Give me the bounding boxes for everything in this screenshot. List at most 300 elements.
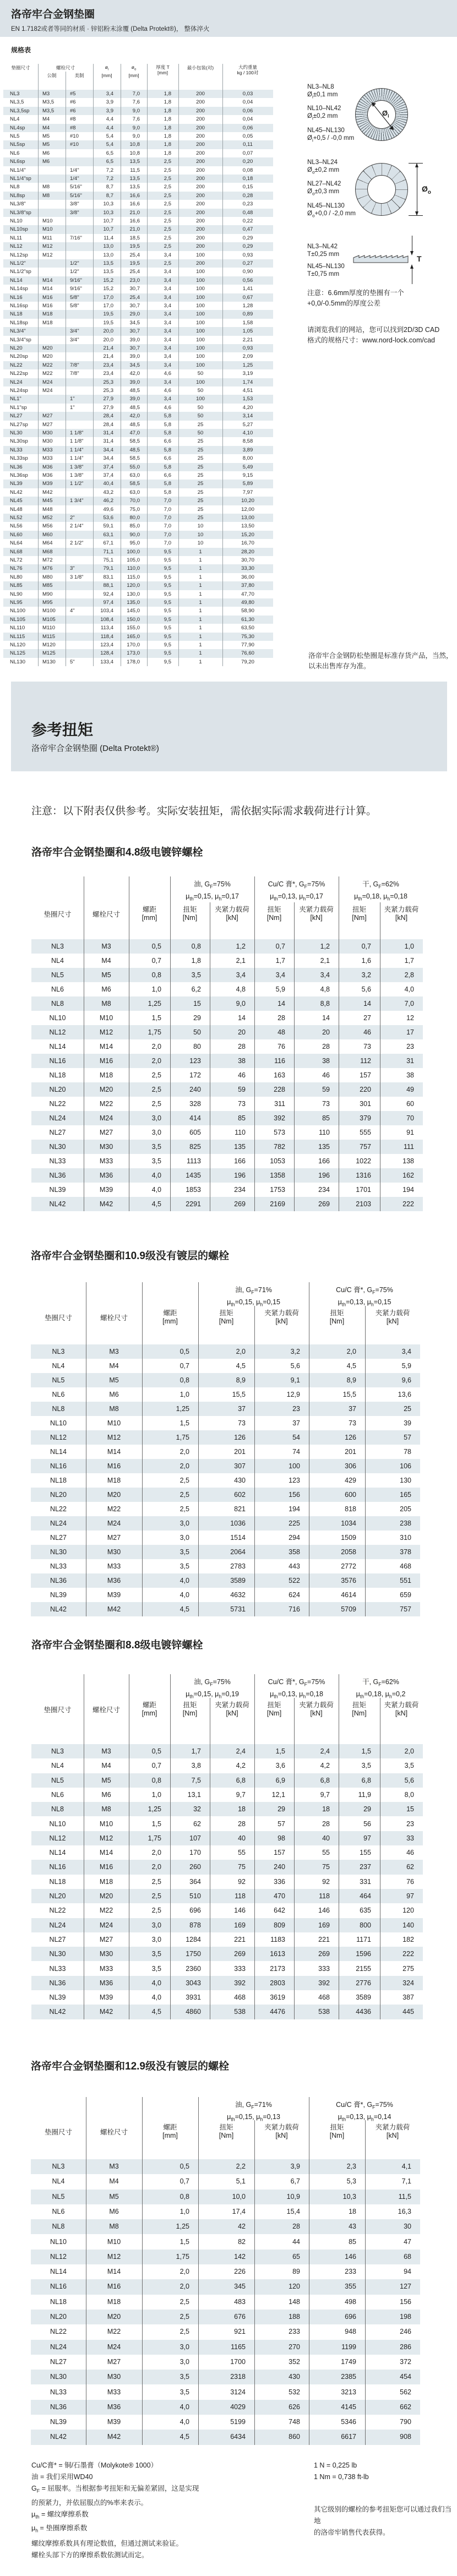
cell: 331 bbox=[360, 1877, 371, 1886]
cell: 80,0 bbox=[129, 515, 140, 521]
cell: #8 bbox=[70, 124, 76, 131]
cell: 454 bbox=[400, 2373, 411, 2381]
table-row bbox=[3, 454, 273, 462]
cell: 67,1 bbox=[103, 540, 113, 547]
cell: 27,9 bbox=[103, 396, 113, 402]
table-row bbox=[31, 1416, 420, 1430]
cell: 4,51 bbox=[242, 388, 253, 394]
cell: 821 bbox=[234, 1505, 246, 1513]
cell: 4,8 bbox=[320, 985, 330, 993]
cell: M130 bbox=[42, 658, 56, 665]
cell: 30,70 bbox=[241, 557, 254, 563]
cell: 226 bbox=[234, 2268, 246, 2276]
cell: 100,0 bbox=[127, 548, 140, 555]
cell: NL18 bbox=[49, 1071, 66, 1079]
cell: 23 bbox=[406, 1043, 414, 1050]
cell: 3,4 bbox=[164, 286, 171, 292]
cell: 28 bbox=[278, 1014, 285, 1022]
cell: 3/8" bbox=[70, 201, 79, 208]
cell: 13,5 bbox=[129, 159, 140, 165]
cell: 76 bbox=[406, 1877, 414, 1886]
cell: 205 bbox=[400, 1505, 411, 1513]
column-divider bbox=[365, 1306, 366, 1616]
cell: NL42 bbox=[49, 2008, 66, 2016]
cell: 196 bbox=[234, 1172, 246, 1179]
cell: 57 bbox=[278, 1820, 285, 1828]
cell: M4 bbox=[101, 957, 111, 965]
cell bbox=[66, 624, 93, 632]
cell: M10 bbox=[42, 218, 53, 224]
cell: NL27 bbox=[50, 1534, 67, 1542]
cell: 48 bbox=[278, 1028, 285, 1036]
cell: 2,5 bbox=[164, 226, 171, 233]
cell: 11,9 bbox=[358, 1790, 371, 1799]
cell: 0,29 bbox=[242, 243, 253, 250]
cell: 110 bbox=[319, 1129, 330, 1136]
cell: 605 bbox=[189, 1129, 201, 1136]
cell: 28 bbox=[322, 1820, 330, 1828]
cell: 2,5 bbox=[164, 243, 171, 250]
table-row bbox=[3, 649, 273, 657]
cell: 10,8 bbox=[129, 141, 140, 148]
cell: M60 bbox=[42, 531, 53, 538]
cell: 1,8 bbox=[164, 133, 171, 139]
cell: 123,4 bbox=[100, 642, 113, 648]
cell: NL105 bbox=[10, 616, 25, 623]
column-header-pitch: 螺距 [mm] bbox=[142, 1701, 157, 1717]
cell: 165,0 bbox=[127, 633, 140, 640]
cell: NL45 bbox=[10, 498, 23, 504]
cell: 4476 bbox=[270, 2008, 285, 2016]
table-row bbox=[3, 140, 273, 149]
cell: 62 bbox=[406, 1863, 414, 1871]
cell: 25 bbox=[197, 464, 204, 470]
cell: 65 bbox=[292, 2252, 300, 2261]
cell: 30,7 bbox=[129, 328, 140, 335]
cell: 372 bbox=[400, 2357, 411, 2366]
cell: NL90 bbox=[10, 591, 23, 597]
cell: NL72 bbox=[10, 557, 23, 563]
cell: 3619 bbox=[270, 1994, 285, 2002]
table-row bbox=[31, 1932, 423, 1947]
cell: NL115 bbox=[10, 633, 25, 640]
cell: NL60 bbox=[10, 531, 23, 538]
cell: 53,6 bbox=[103, 515, 113, 521]
cell: 115,0 bbox=[127, 574, 140, 580]
cell: 58,5 bbox=[129, 455, 140, 462]
cell: 108,4 bbox=[100, 616, 113, 623]
cell: NL14 bbox=[49, 1849, 66, 1857]
tolerance-range: NL3–NL42 bbox=[307, 243, 338, 250]
group-header-line1: 油, $G_F=75\%$ bbox=[194, 880, 231, 890]
cell: NL22 bbox=[10, 362, 23, 368]
table-row bbox=[3, 471, 273, 480]
cell: 3,2 bbox=[361, 971, 371, 979]
cell: 2,0 bbox=[151, 1863, 161, 1871]
table-row bbox=[31, 1140, 423, 1154]
cell: NL18 bbox=[49, 1877, 66, 1886]
cell: 1,2 bbox=[236, 943, 246, 950]
cell: 1,5 bbox=[179, 2237, 189, 2246]
lubrication-group-header bbox=[309, 2100, 420, 2124]
cell: 77,90 bbox=[241, 642, 254, 648]
cell: 3,4 bbox=[164, 336, 171, 343]
cell: 25 bbox=[197, 481, 204, 487]
cell: NL8 bbox=[10, 184, 20, 190]
cell: 2,5 bbox=[179, 2313, 189, 2321]
footnote-friction-note bbox=[31, 2538, 183, 2561]
cell: M18 bbox=[107, 2297, 121, 2306]
cell: M6 bbox=[109, 1391, 119, 1398]
cell: 49,6 bbox=[103, 506, 113, 513]
cell: 1183 bbox=[270, 1935, 285, 1943]
cell: M22 bbox=[107, 2328, 121, 2336]
cell: 90,0 bbox=[129, 531, 140, 538]
cell: 56 bbox=[363, 1820, 371, 1828]
cell bbox=[66, 242, 93, 250]
cell: 83,1 bbox=[103, 574, 113, 580]
cell: 3,0 bbox=[179, 2343, 189, 2351]
cell: M18 bbox=[99, 1071, 113, 1079]
cell: 2360 bbox=[186, 1964, 201, 1973]
cell: 10,7 bbox=[103, 218, 113, 224]
cell: M30 bbox=[107, 2373, 121, 2381]
cell: M16 bbox=[107, 2283, 121, 2291]
torque-table bbox=[31, 1248, 420, 1619]
column-header-clamp: 夹紧力载荷 [kN] bbox=[264, 1309, 299, 1325]
cell: 2,5 bbox=[151, 1100, 161, 1108]
cell: 635 bbox=[360, 1907, 371, 1915]
cell: 6,5 bbox=[106, 150, 113, 156]
torque-section-band bbox=[11, 682, 447, 771]
table-row bbox=[3, 514, 273, 522]
cell: M36 bbox=[107, 1577, 121, 1584]
cell: 28,20 bbox=[241, 548, 254, 555]
cell: 3,9 bbox=[106, 107, 113, 114]
cell: 662 bbox=[400, 2403, 411, 2411]
cell: M30 bbox=[107, 1548, 121, 1556]
cell: 5,4 bbox=[106, 141, 113, 148]
cell: NL4 bbox=[51, 1762, 64, 1770]
cell: #6 bbox=[70, 99, 76, 106]
cell: 39,0 bbox=[129, 336, 140, 343]
cell: 15,2 bbox=[103, 277, 113, 284]
tolerance-item bbox=[307, 243, 345, 258]
cell: M120 bbox=[42, 642, 56, 648]
cell: 13,6 bbox=[398, 1391, 411, 1398]
cell bbox=[38, 336, 66, 344]
cell bbox=[38, 404, 66, 412]
cell: 37,80 bbox=[241, 582, 254, 589]
cell: NL27 bbox=[49, 1935, 66, 1943]
cell: 85 bbox=[322, 1114, 330, 1122]
cell: 3213 bbox=[341, 2388, 356, 2396]
table-row bbox=[3, 497, 273, 505]
cell: NL18sp bbox=[10, 319, 28, 326]
group-header-line1: Cu/C 膏*, $G_F=75\%$ bbox=[268, 880, 325, 890]
cell: 0,27 bbox=[242, 260, 253, 266]
cell bbox=[38, 395, 66, 403]
cell: 127 bbox=[400, 2283, 411, 2291]
cell: M42 bbox=[42, 489, 53, 495]
cell bbox=[66, 225, 93, 233]
column-header-clamp: 夹紧力载荷 [kN] bbox=[264, 2123, 299, 2139]
cell: M27 bbox=[99, 1935, 113, 1943]
cell: M10 bbox=[107, 1419, 121, 1427]
lubrication-group-header bbox=[170, 1678, 254, 1701]
cell: 0,08 bbox=[242, 167, 253, 173]
cell: NL20sp bbox=[10, 353, 28, 360]
cell: 387 bbox=[402, 1994, 414, 2002]
cell: 79,20 bbox=[241, 658, 254, 665]
cell: 6,8 bbox=[361, 1776, 371, 1784]
cell: 2,0 bbox=[236, 1348, 246, 1355]
tolerance-item bbox=[307, 263, 345, 278]
table-row bbox=[3, 302, 273, 310]
cell: 148 bbox=[289, 2297, 300, 2306]
cell: 94 bbox=[404, 2268, 411, 2276]
cell: 2,5 bbox=[164, 176, 171, 182]
cell: 1" bbox=[70, 404, 75, 411]
tolerance-value: T±0,75 mm bbox=[307, 271, 340, 277]
cell: NL16sp bbox=[10, 303, 28, 309]
cell: M6 bbox=[101, 1790, 111, 1799]
cell: M5 bbox=[101, 971, 111, 979]
cell: M4 bbox=[42, 124, 50, 131]
table-row bbox=[3, 166, 273, 175]
cell: 14 bbox=[322, 1014, 330, 1022]
cell: NL22 bbox=[50, 1505, 67, 1513]
cell: NL3/8" bbox=[10, 201, 26, 208]
table-row bbox=[3, 488, 273, 497]
tolerance-item bbox=[307, 105, 354, 122]
cell: 49 bbox=[406, 1086, 414, 1093]
cell: 3,4 bbox=[164, 277, 171, 284]
cell: 17 bbox=[406, 1028, 414, 1036]
outer-diameter-label: $Ø_o$ bbox=[422, 184, 431, 195]
column-header-torque: 扭矩 [Nm] bbox=[329, 2123, 345, 2139]
cell: 3,0 bbox=[151, 1129, 161, 1136]
cell: 948 bbox=[345, 2328, 356, 2336]
table-row bbox=[31, 996, 423, 1011]
cell: 170,0 bbox=[127, 642, 140, 648]
cell: 3576 bbox=[341, 1577, 356, 1584]
cell: 95,0 bbox=[129, 540, 140, 547]
cell: NL12 bbox=[49, 1028, 66, 1036]
cell: 47,70 bbox=[241, 591, 254, 597]
cell: 3,8 bbox=[191, 1762, 201, 1770]
cell: 14 bbox=[278, 1000, 285, 1007]
cell: 21,0 bbox=[129, 209, 140, 216]
cell: NL27sp bbox=[10, 421, 28, 428]
note-line: 格式的规格尺寸：www.nord-lock.com/cad bbox=[307, 336, 435, 344]
cell: 37 bbox=[238, 1405, 246, 1413]
cell: 10,0 bbox=[232, 2192, 246, 2201]
cell: 3,5 bbox=[404, 1762, 414, 1770]
table-row bbox=[3, 531, 273, 539]
group-header-line2: $\mu_{th}=0,15$, $\mu_h=0,19$ bbox=[186, 1690, 239, 1699]
table-row bbox=[3, 175, 273, 183]
cell: 5" bbox=[70, 658, 75, 665]
table-row bbox=[31, 1183, 423, 1197]
dimension-tick bbox=[409, 215, 423, 216]
cell: 1034 bbox=[341, 1520, 356, 1527]
cell: 4,0 bbox=[179, 1577, 189, 1584]
cell: 1596 bbox=[356, 1950, 371, 1958]
cell: NL24 bbox=[49, 1921, 66, 1929]
cell: 42,0 bbox=[129, 413, 140, 420]
cell: 757 bbox=[360, 1143, 371, 1151]
column-header-torque: 扭矩 [Nm] bbox=[352, 906, 367, 922]
cell: 3,5 bbox=[151, 1143, 161, 1151]
cell: 222 bbox=[402, 1950, 414, 1958]
cell: 2,5 bbox=[164, 159, 171, 165]
cell: M24 bbox=[99, 1921, 113, 1929]
cell: 1,75 bbox=[176, 2252, 189, 2261]
cell: 555 bbox=[360, 1129, 371, 1136]
cell: M18 bbox=[42, 319, 53, 326]
cell: 21,4 bbox=[103, 345, 113, 351]
cell: NL42 bbox=[49, 1200, 66, 1208]
cell: 0,8 bbox=[179, 1376, 189, 1384]
cell: 2,3 bbox=[346, 2163, 356, 2170]
cell: 1113 bbox=[187, 1157, 201, 1165]
cell: NL20 bbox=[50, 1491, 67, 1499]
cell bbox=[66, 217, 93, 225]
table-row bbox=[31, 1559, 420, 1573]
cell: M6 bbox=[42, 159, 50, 165]
cell: 126 bbox=[234, 1434, 246, 1441]
table-row bbox=[3, 149, 273, 157]
cell: M36 bbox=[107, 2403, 121, 2411]
cell: NL5 bbox=[51, 971, 64, 979]
cell: NL12 bbox=[49, 1834, 66, 1842]
table-row bbox=[3, 412, 273, 420]
cell: NL20 bbox=[10, 345, 23, 351]
table-row bbox=[3, 446, 273, 454]
cell: 626 bbox=[289, 2403, 300, 2411]
table-row bbox=[3, 386, 273, 395]
cell: 3/8" bbox=[70, 209, 79, 216]
cell: 37,4 bbox=[103, 472, 113, 478]
cell: 166 bbox=[318, 1157, 330, 1165]
table-row bbox=[3, 98, 273, 106]
footnote-line: $\mu_h$ = 垫圈摩擦系数 bbox=[31, 2524, 88, 2534]
cell: 0,7 bbox=[361, 943, 371, 950]
cell: 1,25 bbox=[148, 1000, 161, 1007]
outer-diameter-tolerances bbox=[307, 159, 356, 224]
table-row bbox=[3, 590, 273, 598]
cell: 23,4 bbox=[103, 371, 113, 377]
cell: 7,2 bbox=[106, 167, 113, 173]
torque-table-title: 洛帝牢合金钢垫圈和10.9级没有镀层的螺栓 bbox=[31, 1250, 229, 1262]
cell: 4,6 bbox=[164, 404, 171, 411]
cell: 3/4" bbox=[70, 328, 79, 335]
column-divider bbox=[142, 2097, 143, 2445]
cell: 133,4 bbox=[100, 658, 113, 665]
cell: 135 bbox=[318, 1143, 330, 1151]
cell: 0,93 bbox=[242, 252, 253, 258]
cell: M33 bbox=[107, 1562, 121, 1570]
table-row bbox=[3, 319, 273, 327]
cell: 240 bbox=[274, 1863, 285, 1871]
cell: 2,5 bbox=[151, 1907, 161, 1915]
table-row bbox=[3, 225, 273, 233]
cell: 2,5 bbox=[179, 1477, 189, 1484]
cell: 333 bbox=[318, 1964, 330, 1973]
cell: M68 bbox=[42, 548, 53, 555]
cell: 9,5 bbox=[164, 633, 171, 640]
cell: 33,30 bbox=[241, 565, 254, 572]
table-row bbox=[31, 1502, 420, 1516]
cell: 37 bbox=[292, 1419, 300, 1427]
cell: 18 bbox=[349, 2207, 356, 2215]
torque-section-title: 参考扭矩 bbox=[31, 721, 94, 738]
cell: 3/4" bbox=[70, 336, 79, 343]
cell bbox=[66, 649, 93, 657]
cell: 3,9 bbox=[290, 2163, 300, 2170]
cell: 345 bbox=[234, 2283, 246, 2291]
cell: 1 bbox=[199, 548, 202, 555]
note-line: 请浏览我们的网站，您可以找到2D/3D CAD bbox=[307, 326, 440, 334]
cell: 25 bbox=[197, 472, 204, 478]
cell: 7,0 bbox=[164, 515, 171, 521]
cell: 2,1 bbox=[236, 957, 246, 965]
cell: 100 bbox=[196, 379, 205, 385]
cell: #5 bbox=[70, 91, 76, 97]
cell: 3,4 bbox=[164, 379, 171, 385]
cell: 17,0 bbox=[103, 294, 113, 301]
cell: 4145 bbox=[341, 2403, 356, 2411]
cell: 28,4 bbox=[103, 413, 113, 420]
cell: NL3/4" bbox=[10, 328, 26, 335]
cell: 14 bbox=[363, 1000, 371, 1007]
group-header-line1: Cu/C 膏*, $G_F=75\%$ bbox=[268, 1678, 325, 1687]
cell: 1 bbox=[199, 608, 202, 614]
cell: M33 bbox=[107, 2388, 121, 2396]
cell: M85 bbox=[42, 582, 53, 589]
cell: M110 bbox=[42, 625, 56, 631]
cell bbox=[66, 251, 93, 259]
cell: M90 bbox=[42, 591, 53, 597]
group-header-line1: 干, $G_F=62\%$ bbox=[362, 1678, 399, 1687]
cell: 0,47 bbox=[242, 226, 253, 233]
cell: 25 bbox=[197, 438, 204, 445]
cell: 13,0 bbox=[103, 252, 113, 258]
cell: NL5 bbox=[10, 133, 20, 139]
table-row bbox=[3, 463, 273, 471]
cell: 29 bbox=[278, 1805, 285, 1813]
cell: 7,1 bbox=[401, 2177, 411, 2186]
cell: 10,3 bbox=[342, 2192, 356, 2201]
cell: 676 bbox=[234, 2313, 246, 2321]
cell: M12 bbox=[99, 1028, 113, 1036]
cell: 172 bbox=[189, 1071, 201, 1079]
cell: 2,0 bbox=[151, 1849, 161, 1857]
cell: 1509 bbox=[341, 1534, 356, 1542]
cell: 8,58 bbox=[242, 438, 253, 445]
tolerance-value: $Ø_i+0,5 / -0,0$ mm bbox=[307, 134, 355, 143]
tolerance-range: NL10–NL42 bbox=[307, 105, 341, 112]
cell: 1036 bbox=[230, 1520, 246, 1527]
cell: 307 bbox=[234, 1462, 246, 1470]
cell: 269 bbox=[318, 1200, 330, 1208]
cell: NL6 bbox=[10, 150, 20, 156]
cell: 73 bbox=[238, 1100, 246, 1108]
cell: 5199 bbox=[230, 2418, 246, 2426]
cell: 221 bbox=[234, 1935, 246, 1943]
cell bbox=[38, 166, 66, 175]
